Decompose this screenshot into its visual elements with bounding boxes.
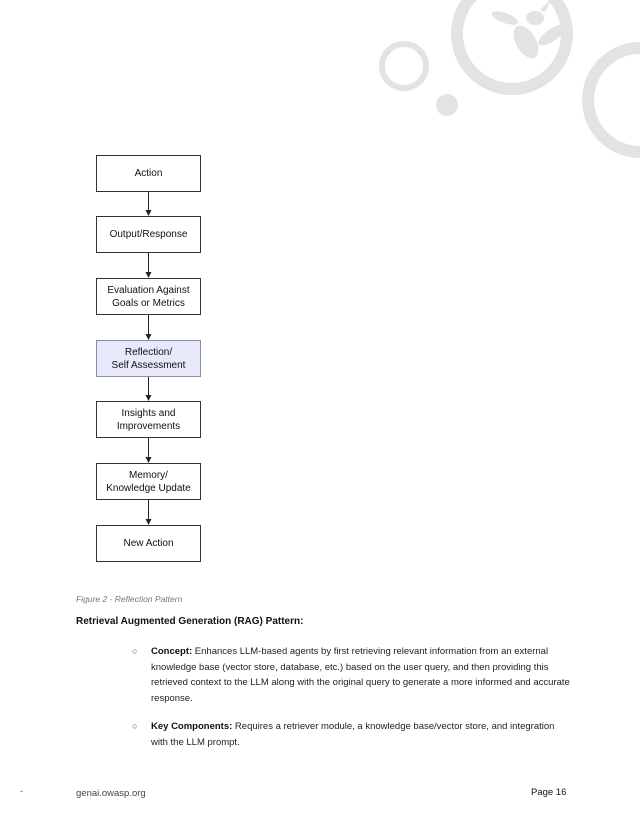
- bullet-key-components: [132, 719, 571, 750]
- section-heading: Retrieval Augmented Generation (RAG) Pattern:: [76, 616, 304, 627]
- bullet-marker: ○: [132, 646, 138, 656]
- flow-step-action: Action: [96, 155, 201, 192]
- flow-step-memory-update: Memory/ Knowledge Update: [96, 463, 201, 500]
- bullet-label: Concept:: [151, 646, 193, 657]
- flow-step-evaluation: Evaluation Against Goals or Metrics: [96, 278, 201, 315]
- footer-dash: -: [20, 786, 23, 796]
- page-number: Page 16: [531, 787, 567, 798]
- bullet-text: Enhances LLM-based agents by first retrieving relevant information from an external knowledge base (vector store, database, etc.) based on the user query, and then providing this retrieved context to the LLM along with the original query to generate a more informed and accurate response.: [151, 646, 570, 704]
- footer-url[interactable]: genai.owasp.org: [76, 788, 146, 799]
- flow-step-insights: Insights and Improvements: [96, 401, 201, 438]
- flow-step-new-action: New Action: [96, 525, 201, 562]
- bullet-label: Key Components:: [151, 721, 233, 732]
- flow-step-output-response: Output/Response: [96, 216, 201, 253]
- flow-step-reflection: Reflection/ Self Assessment: [96, 340, 201, 377]
- bullet-marker: ○: [132, 721, 138, 731]
- figure-caption: Figure 2 - Reflection Pattern: [76, 594, 183, 604]
- bullet-text: Requires a retriever module, a knowledge base/vector store, and integration with the LLM prompt.: [151, 721, 555, 748]
- bullet-concept: [132, 644, 571, 706]
- wasp-logo-icon: [490, 0, 568, 63]
